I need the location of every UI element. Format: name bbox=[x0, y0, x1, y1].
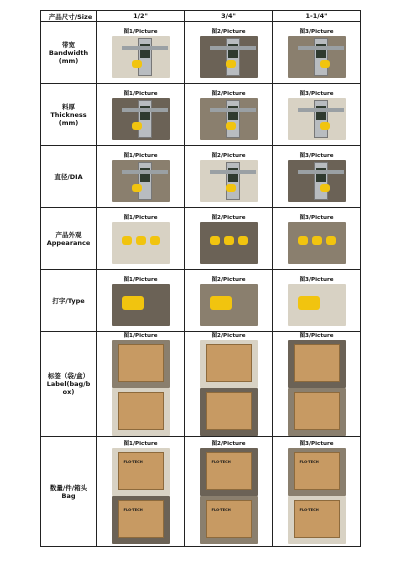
box-brand-text: FLO-TECH bbox=[123, 507, 143, 512]
caliper-jaw bbox=[298, 108, 344, 112]
hose-clamp bbox=[150, 236, 160, 245]
product-photo bbox=[200, 284, 258, 326]
picture-caption: 图3/Picture bbox=[299, 333, 334, 339]
product-photo bbox=[112, 160, 170, 202]
picture-cell bbox=[97, 437, 185, 547]
product-photo bbox=[288, 98, 346, 140]
picture-caption: 图3/Picture bbox=[299, 152, 334, 159]
product-photo bbox=[112, 340, 170, 388]
picture-cell bbox=[185, 84, 273, 146]
carton-box bbox=[118, 344, 164, 382]
product-photo bbox=[200, 388, 258, 436]
product-photo bbox=[288, 284, 346, 326]
picture-cell bbox=[273, 208, 361, 270]
carton-box bbox=[294, 392, 340, 430]
product-photo bbox=[112, 222, 170, 264]
picture-cell bbox=[273, 332, 361, 437]
row-label: 打字/Type bbox=[41, 270, 97, 332]
hose-clamp bbox=[132, 122, 142, 130]
hose-clamp bbox=[122, 296, 144, 310]
hose-clamp bbox=[226, 184, 236, 192]
row-label: 料厚 Thickness (mm) bbox=[41, 84, 97, 146]
header-size: 产品尺寸/Size bbox=[41, 11, 97, 22]
hose-clamp bbox=[298, 236, 308, 245]
caliper-jaw bbox=[122, 108, 168, 112]
picture-cell bbox=[185, 332, 273, 437]
product-photo bbox=[200, 496, 258, 544]
hose-clamp bbox=[326, 236, 336, 245]
hose-clamp bbox=[132, 60, 142, 68]
product-photo bbox=[112, 448, 170, 496]
carton-box bbox=[294, 500, 340, 538]
row-label: 标签（袋/盒） Label(bag/b ox) bbox=[41, 332, 97, 437]
hose-clamp bbox=[312, 236, 322, 245]
table-body bbox=[41, 22, 361, 547]
table-row bbox=[41, 22, 361, 84]
header-half-inch: 1/2" bbox=[97, 11, 185, 22]
picture-cell bbox=[273, 146, 361, 208]
product-photo bbox=[112, 284, 170, 326]
picture-cell bbox=[273, 84, 361, 146]
product-photo bbox=[288, 496, 346, 544]
box-brand-text: FLO-TECH bbox=[211, 459, 231, 464]
product-photo bbox=[288, 340, 346, 388]
caliper-jaw bbox=[298, 170, 344, 174]
picture-cell bbox=[97, 332, 185, 437]
product-photo bbox=[200, 340, 258, 388]
product-photo bbox=[112, 496, 170, 544]
picture-cell bbox=[97, 22, 185, 84]
picture-caption: 图2/Picture bbox=[211, 440, 246, 447]
picture-cell bbox=[185, 208, 273, 270]
picture-caption: 图1/Picture bbox=[123, 152, 158, 159]
carton-box bbox=[206, 452, 252, 490]
product-photo bbox=[288, 388, 346, 436]
hose-clamp bbox=[122, 236, 132, 245]
table-row bbox=[41, 84, 361, 146]
picture-cell bbox=[185, 270, 273, 332]
picture-caption: 图3/Picture bbox=[299, 276, 334, 283]
hose-clamp bbox=[136, 236, 146, 245]
caliper-jaw bbox=[122, 46, 168, 50]
product-photo bbox=[112, 98, 170, 140]
product-photo bbox=[288, 448, 346, 496]
picture-cell bbox=[185, 146, 273, 208]
picture-caption: 图1/Picture bbox=[123, 28, 158, 35]
carton-box bbox=[206, 392, 252, 430]
picture-caption: 图3/Picture bbox=[299, 28, 334, 35]
row-label: 数量/件/箱头 Bag bbox=[41, 437, 97, 547]
product-spec-table bbox=[40, 10, 361, 547]
row-label: 直径/DIA bbox=[41, 146, 97, 208]
product-photo bbox=[288, 36, 346, 78]
hose-clamp bbox=[210, 236, 220, 245]
hose-clamp bbox=[226, 122, 236, 130]
caliper-jaw bbox=[298, 46, 344, 50]
picture-caption: 图1/Picture bbox=[123, 90, 158, 97]
product-photo bbox=[200, 98, 258, 140]
picture-caption: 图3/Picture bbox=[299, 214, 334, 221]
hose-clamp bbox=[132, 184, 142, 192]
picture-cell bbox=[97, 208, 185, 270]
picture-caption: 图2/Picture bbox=[211, 152, 246, 159]
caliper-jaw bbox=[210, 108, 256, 112]
picture-cell bbox=[185, 437, 273, 547]
picture-cell bbox=[97, 270, 185, 332]
hose-clamp bbox=[320, 60, 330, 68]
table-row bbox=[41, 270, 361, 332]
picture-cell bbox=[185, 22, 273, 84]
picture-caption: 图2/Picture bbox=[211, 333, 246, 339]
table-row bbox=[41, 146, 361, 208]
box-brand-text: FLO-TECH bbox=[299, 507, 319, 512]
picture-cell bbox=[97, 146, 185, 208]
box-brand-text: FLO-TECH bbox=[211, 507, 231, 512]
picture-cell bbox=[273, 437, 361, 547]
box-brand-text: FLO-TECH bbox=[123, 459, 143, 464]
caliper-jaw bbox=[122, 170, 168, 174]
caliper-jaw bbox=[210, 170, 256, 174]
product-photo bbox=[200, 448, 258, 496]
picture-caption: 图1/Picture bbox=[123, 333, 158, 339]
carton-box bbox=[118, 500, 164, 538]
product-photo bbox=[112, 36, 170, 78]
carton-box bbox=[118, 392, 164, 430]
picture-cell bbox=[97, 84, 185, 146]
hose-clamp bbox=[224, 236, 234, 245]
picture-cell bbox=[273, 270, 361, 332]
table-row bbox=[41, 208, 361, 270]
picture-caption: 图1/Picture bbox=[123, 276, 158, 283]
picture-caption: 图1/Picture bbox=[123, 214, 158, 221]
hose-clamp bbox=[226, 60, 236, 68]
hose-clamp bbox=[320, 122, 330, 130]
box-brand-text: FLO-TECH bbox=[299, 459, 319, 464]
hose-clamp bbox=[238, 236, 248, 245]
carton-box bbox=[294, 344, 340, 382]
hose-clamp bbox=[320, 184, 330, 192]
header-three-quarter-inch: 3/4" bbox=[185, 11, 273, 22]
carton-box bbox=[206, 344, 252, 382]
picture-caption: 图2/Picture bbox=[211, 214, 246, 221]
carton-box bbox=[294, 452, 340, 490]
picture-caption: 图3/Picture bbox=[299, 440, 334, 447]
header-row bbox=[41, 11, 361, 22]
picture-caption: 图2/Picture bbox=[211, 276, 246, 283]
hose-clamp bbox=[210, 296, 232, 310]
table-row bbox=[41, 332, 361, 437]
carton-box bbox=[206, 500, 252, 538]
table-row bbox=[41, 437, 361, 547]
hose-clamp bbox=[298, 296, 320, 310]
picture-caption: 图2/Picture bbox=[211, 28, 246, 35]
product-photo bbox=[200, 160, 258, 202]
picture-caption: 图2/Picture bbox=[211, 90, 246, 97]
product-photo bbox=[200, 36, 258, 78]
carton-box bbox=[118, 452, 164, 490]
product-photo bbox=[288, 160, 346, 202]
product-photo bbox=[112, 388, 170, 436]
caliper-jaw bbox=[210, 46, 256, 50]
picture-cell bbox=[273, 22, 361, 84]
row-label: 带宽 Bandwidth (mm) bbox=[41, 22, 97, 84]
picture-caption: 图3/Picture bbox=[299, 90, 334, 97]
row-label: 产品外观 Appearance bbox=[41, 208, 97, 270]
header-one-quarter-inch: 1-1/4" bbox=[273, 11, 361, 22]
product-photo bbox=[288, 222, 346, 264]
product-photo bbox=[200, 222, 258, 264]
picture-caption: 图1/Picture bbox=[123, 440, 158, 447]
